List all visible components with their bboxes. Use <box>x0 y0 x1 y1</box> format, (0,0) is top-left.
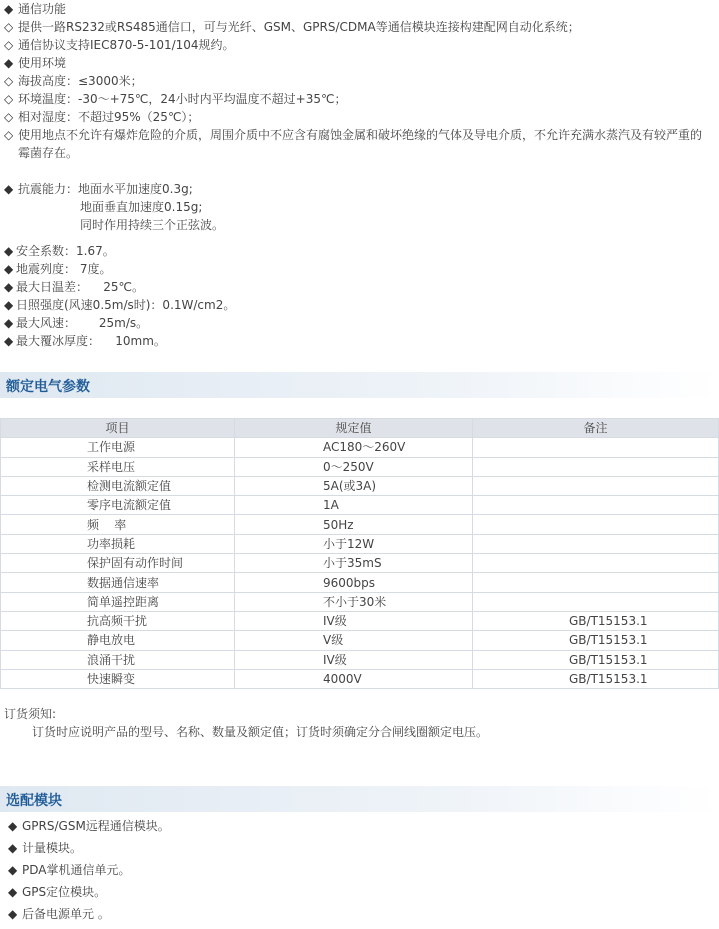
seismic-label: 抗震能力： <box>18 182 79 196</box>
cell-item: 检测电流额定值 <box>1 476 235 495</box>
filled-diamond-icon: ◆ <box>4 56 14 70</box>
cell-item: 静电放电 <box>1 631 235 650</box>
modules-section-banner <box>0 786 719 812</box>
header-item: 项目 <box>1 419 235 438</box>
filled-diamond-icon: ◆ <box>4 298 14 312</box>
filled-diamond-icon: ◆ <box>4 334 14 348</box>
param-item: ◆ 安全系数：1.67。 <box>4 244 115 258</box>
modules-section-title: 选配模块 <box>6 793 62 809</box>
cell-note <box>473 515 719 534</box>
module-item: ◆ PDA掌机通信单元。 <box>8 860 130 880</box>
order-text: 订货时应说明产品的型号、名称、数量及额定值；订货时须确定分合闸线圈额定电压。 <box>32 725 489 739</box>
seismic-block <box>4 180 193 198</box>
cell-item: 快速瞬变 <box>1 669 235 688</box>
environment-heading: ◆ 使用环境 <box>4 56 67 70</box>
cell-item: 工作电源 <box>1 438 235 457</box>
cell-item: 零序电流额定值 <box>1 496 235 515</box>
filled-diamond-icon: ◆ <box>8 863 18 877</box>
environment-item: ◇ 环境温度：-30〜+75℃，24小时内平均温度不超过+35℃； <box>4 92 347 106</box>
seismic-line: 同时作用持续三个正弦波。 <box>80 218 225 232</box>
module-item: ◆ 计量模块。 <box>8 838 82 858</box>
cell-value: 小于12W <box>235 534 473 553</box>
environment-item: ◇ 使用地点不允许有爆炸危险的介质，周围介质中不应含有腐蚀金属和破坏绝缘的气体及导电介质，不允许充满水蒸汽及有较严重的霉菌存在。 <box>4 128 703 160</box>
table-row <box>1 496 719 515</box>
cell-value: 0～250V <box>235 457 473 476</box>
param-item: ◆ 地震列度： 7度。 <box>4 262 112 276</box>
cell-item: 频 率 <box>1 515 235 534</box>
cell-note: GB/T15153.1 <box>473 631 719 650</box>
filled-diamond-icon: ◆ <box>4 244 14 258</box>
seismic-line: 地面水平加速度0.3g; <box>78 182 193 196</box>
filled-diamond-icon: ◆ <box>8 841 18 855</box>
filled-diamond-icon: ◆ <box>8 907 18 921</box>
cell-value: V级 <box>235 631 473 650</box>
cell-item: 数据通信速率 <box>1 573 235 592</box>
environment-item: ◇ 相对湿度：不超过95%（25℃）； <box>4 110 200 124</box>
table-row <box>1 611 719 630</box>
cell-note <box>473 476 719 495</box>
header-value: 规定值 <box>235 419 473 438</box>
cell-note: GB/T15153.1 <box>473 650 719 669</box>
cell-item: 采样电压 <box>1 457 235 476</box>
order-title: 订货须知: <box>4 707 57 721</box>
table-row <box>1 438 719 457</box>
functions-heading: ◆ 通信功能 <box>4 2 67 16</box>
cell-note <box>473 496 719 515</box>
cell-value: IV级 <box>235 611 473 630</box>
filled-diamond-icon: ◆ <box>8 819 18 833</box>
cell-item: 保护固有动作时间 <box>1 554 235 573</box>
cell-note <box>473 592 719 611</box>
cell-value: 不小于30米 <box>235 592 473 611</box>
cell-value: 5A(或3A) <box>235 476 473 495</box>
module-item: ◆ 后备电源单元 。 <box>8 904 110 924</box>
table-row <box>1 457 719 476</box>
cell-note: GB/T15153.1 <box>473 611 719 630</box>
seismic-line: 地面垂直加速度0.15g; <box>80 200 203 214</box>
table-row <box>1 515 719 534</box>
filled-diamond-icon: ◆ <box>4 2 14 16</box>
hollow-diamond-icon: ◇ <box>4 110 14 124</box>
filled-diamond-icon: ◆ <box>8 885 18 899</box>
cell-value: 50Hz <box>235 515 473 534</box>
cell-value: 小于35mS <box>235 554 473 573</box>
param-item: ◆ 日照强度(风速0.5m/s时)：0.1W/cm2。 <box>4 298 236 312</box>
cell-item: 浪涌干扰 <box>1 650 235 669</box>
param-item: ◆ 最大风速： 25m/s。 <box>4 316 149 330</box>
module-item: ◆ GPRS/GSM远程通信模块。 <box>8 816 170 836</box>
rated-params-table <box>0 418 719 689</box>
cell-note: GB/T15153.1 <box>473 669 719 688</box>
table-row <box>1 534 719 553</box>
cell-value: AC180～260V <box>235 438 473 457</box>
environment-item: ◇ 海拔高度：≤3000米； <box>4 74 143 88</box>
hollow-diamond-icon: ◇ <box>4 74 14 88</box>
table-row <box>1 631 719 650</box>
table-row <box>1 592 719 611</box>
cell-value: 9600bps <box>235 573 473 592</box>
rated-section-banner <box>0 372 719 398</box>
cell-value: 4000V <box>235 669 473 688</box>
table-row <box>1 573 719 592</box>
filled-diamond-icon: ◆ <box>4 280 14 294</box>
cell-item: 抗高频干扰 <box>1 611 235 630</box>
cell-note <box>473 457 719 476</box>
cell-item: 功率损耗 <box>1 534 235 553</box>
header-note: 备注 <box>473 419 719 438</box>
table-row <box>1 650 719 669</box>
filled-diamond-icon: ◆ <box>4 262 14 276</box>
cell-note <box>473 573 719 592</box>
param-item: ◆ 最大日温差： 25℃。 <box>4 280 145 294</box>
rated-section-title: 额定电气参数 <box>6 379 90 395</box>
cell-item: 简单遥控距离 <box>1 592 235 611</box>
table-row <box>1 669 719 688</box>
cell-note <box>473 554 719 573</box>
hollow-diamond-icon: ◇ <box>4 38 14 52</box>
cell-note <box>473 534 719 553</box>
function-item: ◇ 通信协议支持IEC870-5-101/104规约。 <box>4 38 235 52</box>
cell-value: 1A <box>235 496 473 515</box>
table-header-row <box>1 419 719 438</box>
module-item: ◆ GPS定位模块。 <box>8 882 106 902</box>
cell-note <box>473 438 719 457</box>
table-row <box>1 476 719 495</box>
param-item: ◆ 最大覆冰厚度： 10mm。 <box>4 334 166 348</box>
table-row <box>1 554 719 573</box>
filled-diamond-icon: ◆ <box>4 316 14 330</box>
function-item: ◇ 提供一路RS232或RS485通信口，可与光纤、GSM、GPRS/CDMA等通信模块连接构建配网自动化系统； <box>4 20 580 34</box>
hollow-diamond-icon: ◇ <box>4 128 14 142</box>
cell-value: IV级 <box>235 650 473 669</box>
hollow-diamond-icon: ◇ <box>4 20 14 34</box>
hollow-diamond-icon: ◇ <box>4 92 14 106</box>
filled-diamond-icon: ◆ <box>4 182 14 196</box>
